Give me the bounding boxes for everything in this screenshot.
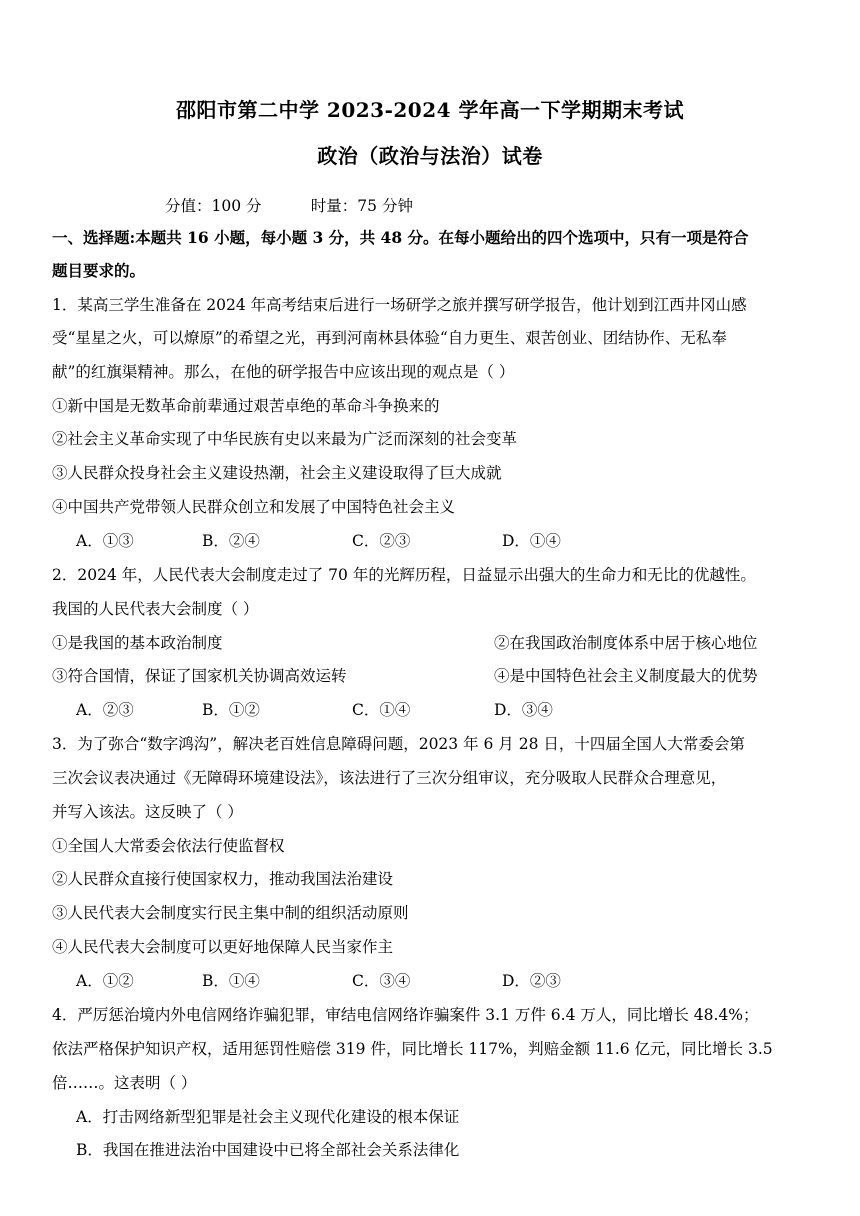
q2-item-3: ③符合国情，保证了国家机关协调高效运转 (52, 667, 347, 685)
q3-option-a: A．①② (76, 972, 134, 990)
q1-item-2: ②社会主义革命实现了中华民族有史以来最为广泛而深刻的社会变革 (52, 430, 518, 448)
meta-spacer (262, 197, 311, 215)
time-text: 时量：75 分钟 (310, 197, 413, 215)
section-intro-line1: 一、选择题:本题共 16 小题，每小题 3 分，共 48 分。在每小题给出的四个选项中，只有一项是符合 (52, 228, 749, 247)
q1-item-3: ③人民群众投身社会主义建设热潮，社会主义建设取得了巨大成就 (52, 464, 502, 482)
q2-stem-line2: 我国的人民代表大会制度（ ） (52, 600, 259, 618)
q2-item-1: ①是我国的基本政治制度 (52, 634, 223, 652)
q4-stem-line1: 4．严厉惩治境内外电信网络诈骗犯罪，审结电信网络诈骗案件 3.1 万件 6.4 万人，同比增长 48.4%； (52, 1006, 759, 1024)
q1-item-1: ①新中国是无数革命前辈通过艰苦卓绝的革命斗争换来的 (52, 397, 440, 415)
q1-option-b: B．②④ (202, 532, 260, 550)
q2-option-c: C．①④ (352, 701, 411, 719)
exam-meta (165, 194, 413, 216)
score-text: 分值：100 分 (165, 197, 262, 215)
q3-option-c: C．③④ (352, 972, 411, 990)
q4-stem-line2: 依法严格保护知识产权，适用惩罚性赔偿 319 件，同比增长 117%，判赔金额 11.6 亿元，同比增长 3.5 (52, 1040, 773, 1058)
exam-subtitle: 政治（政治与法治）试卷 (317, 144, 543, 168)
q1-stem-line1: 1．某高三学生准备在 2024 年高考结束后进行一场研学之旅并撰写研学报告，他计划到江西井冈山感 (52, 296, 747, 314)
exam-title: 邵阳市第二中学 2023-2024 学年高一下学期期末考试 (175, 98, 685, 122)
q3-item-4: ④人民代表大会制度可以更好地保障人民当家作主 (52, 938, 394, 956)
q2-stem-line1: 2．2024 年，人民代表大会制度走过了 70 年的光辉历程，日益显示出强大的生命力和无比的优越性。 (52, 566, 756, 584)
q4-stem-line3: 倍……。这表明（ ） (52, 1074, 197, 1092)
q3-item-2: ②人民群众直接行使国家权力，推动我国法治建设 (52, 870, 394, 888)
q4-option-a: A．打击网络新型犯罪是社会主义现代化建设的根本保证 (76, 1108, 460, 1126)
q2-item-4: ④是中国特色社会主义制度最大的优势 (494, 667, 758, 685)
q3-item-3: ③人民代表大会制度实行民主集中制的组织活动原则 (52, 904, 409, 922)
q4-option-b: B．我国在推进法治中国建设中已将全部社会关系法律化 (76, 1141, 460, 1159)
q3-option-d: D．②③ (502, 972, 561, 990)
q2-item-2: ②在我国政治制度体系中居于核心地位 (494, 634, 758, 652)
section-intro-line2: 题目要求的。 (52, 261, 146, 280)
q3-item-1: ①全国人大常委会依法行使监督权 (52, 837, 285, 855)
q2-option-b: B．①② (202, 701, 260, 719)
q1-item-4: ④中国共产党带领人民群众创立和发展了中国特色社会主义 (52, 498, 456, 516)
q1-stem-line2: 受“星星之火，可以燎原”的希望之光，再到河南林县体验“自力更生、艰苦创业、团结协作、无私奉 (52, 329, 727, 347)
q3-stem-line1: 3．为了弥合“数字鸿沟”，解决老百姓信息障碍问题，2023 年 6 月 28 日，十四届全国人大常委会第 (52, 735, 745, 753)
q3-stem-line3: 并写入该法。这反映了（ ） (52, 803, 243, 821)
q1-option-d: D．①④ (502, 532, 561, 550)
q3-option-b: B．①④ (202, 972, 260, 990)
q2-option-d: D．③④ (494, 701, 553, 719)
q1-option-a: A．①③ (76, 532, 134, 550)
q3-stem-line2: 三次会议表决通过《无障碍环境建设法》，该法进行了三次分组审议，充分吸取人民群众合理意见， (52, 769, 727, 787)
q2-option-a: A．②③ (76, 701, 134, 719)
q1-stem-line3: 献”的红旗渠精神。那么，在他的研学报告中应该出现的观点是（ ） (52, 363, 515, 381)
q1-option-c: C．②③ (352, 532, 411, 550)
